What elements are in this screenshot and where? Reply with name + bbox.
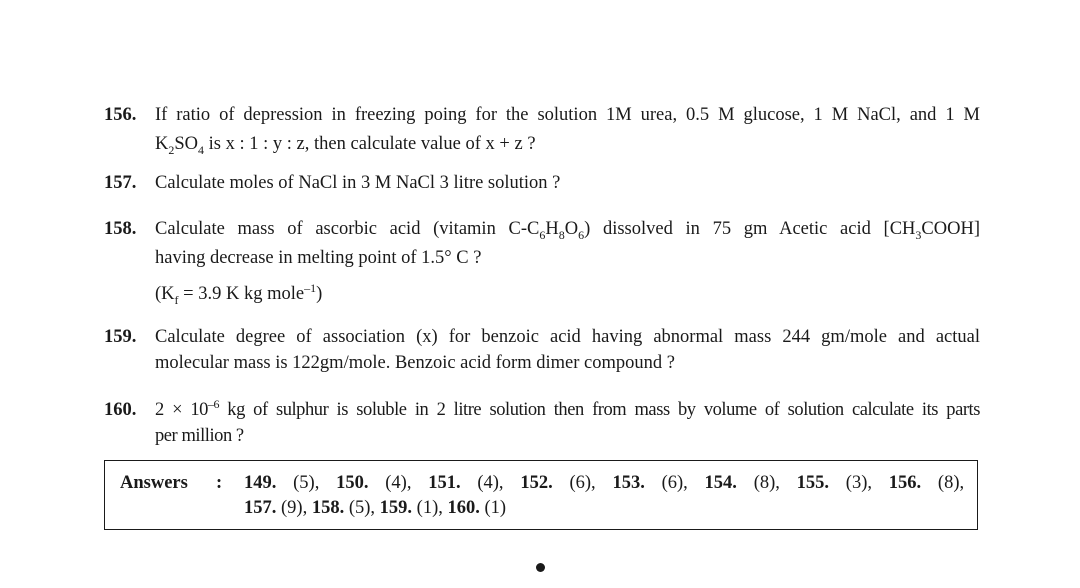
answer-question: 158. [311,498,345,518]
answer-question: 153. [612,473,645,493]
answer-value: (4), [385,473,412,493]
question-number: 159. [104,327,137,347]
answer-value: (4), [477,473,504,493]
question-160 [104,396,980,451]
question-text-line: Calculate mass of ascorbic acid (vitamin $C-C_6H_8O_6$) dissolved in 75 gm Acetic acid $[CH_3COOH]$ [155,219,980,242]
answer-value: (1), [416,498,443,518]
constant-kf: ($K_f = 3.9$ K kg mole$^{-1}$) [155,281,323,307]
answers-box [104,460,978,530]
answer-question: 157. [244,498,277,518]
answers-colon: : [216,473,223,493]
answer-question: 155. [796,473,830,493]
answer-value: (8), [937,473,965,493]
answer-value: (6), [661,473,688,493]
answers-list [244,471,964,521]
answer-question: 149. [244,473,277,493]
question-number: 158. [104,219,137,239]
answer-value: (1) [484,498,507,518]
answer-question: 154. [704,473,737,493]
answer-value: (9), [281,498,308,518]
question-text-line: $K_2SO_4$ is x : 1 : y : z, then calculate value of x + z ? [155,134,536,157]
answers-row [244,496,964,521]
answers-label: Answers [120,473,188,493]
question-158 [104,215,980,309]
answer-value: (3), [845,473,872,493]
question-text-line: having decrease in melting point of 1.5° C ? [155,248,482,268]
question-number: 156. [104,105,137,125]
question-text-line: per million ? [155,426,244,446]
answer-value: (5), [293,473,320,493]
question-text-line: Calculate degree of association (x) for benzoic acid having abnormal mass 244 gm/mole and actual [155,327,980,347]
answer-question: 159. [379,498,413,518]
answer-value: (6), [569,473,596,493]
answer-question: 156. [888,473,922,493]
question-text-line: $2 \times 10^{-6}$ kg of sulphur is soluble in 2 litre solution then from mass by volume of solution calculate its parts [155,397,980,420]
question-text-line: If ratio of depression in freezing poing for the solution 1M urea, 0.5 M glucose, 1 M NaCl, and 1 M [155,105,980,125]
answer-question: 152. [520,473,553,493]
answer-question: 160. [447,498,480,518]
answer-value: (8), [753,473,780,493]
question-text-line: molecular mass is 122gm/mole. Benzoic acid form dimer compound ? [155,353,675,373]
answer-question: 150. [336,473,369,493]
question-text-line: Calculate moles of NaCl in 3 M NaCl 3 litre solution ? [155,173,561,193]
page-bullet [536,563,545,572]
question-157 [104,169,980,198]
question-number: 157. [104,173,137,193]
answer-question: 151. [428,473,461,493]
answers-row [244,471,964,496]
question-159 [104,323,980,378]
answer-value: (5), [348,498,376,518]
question-number: 160. [104,400,137,420]
question-156 [104,101,980,159]
